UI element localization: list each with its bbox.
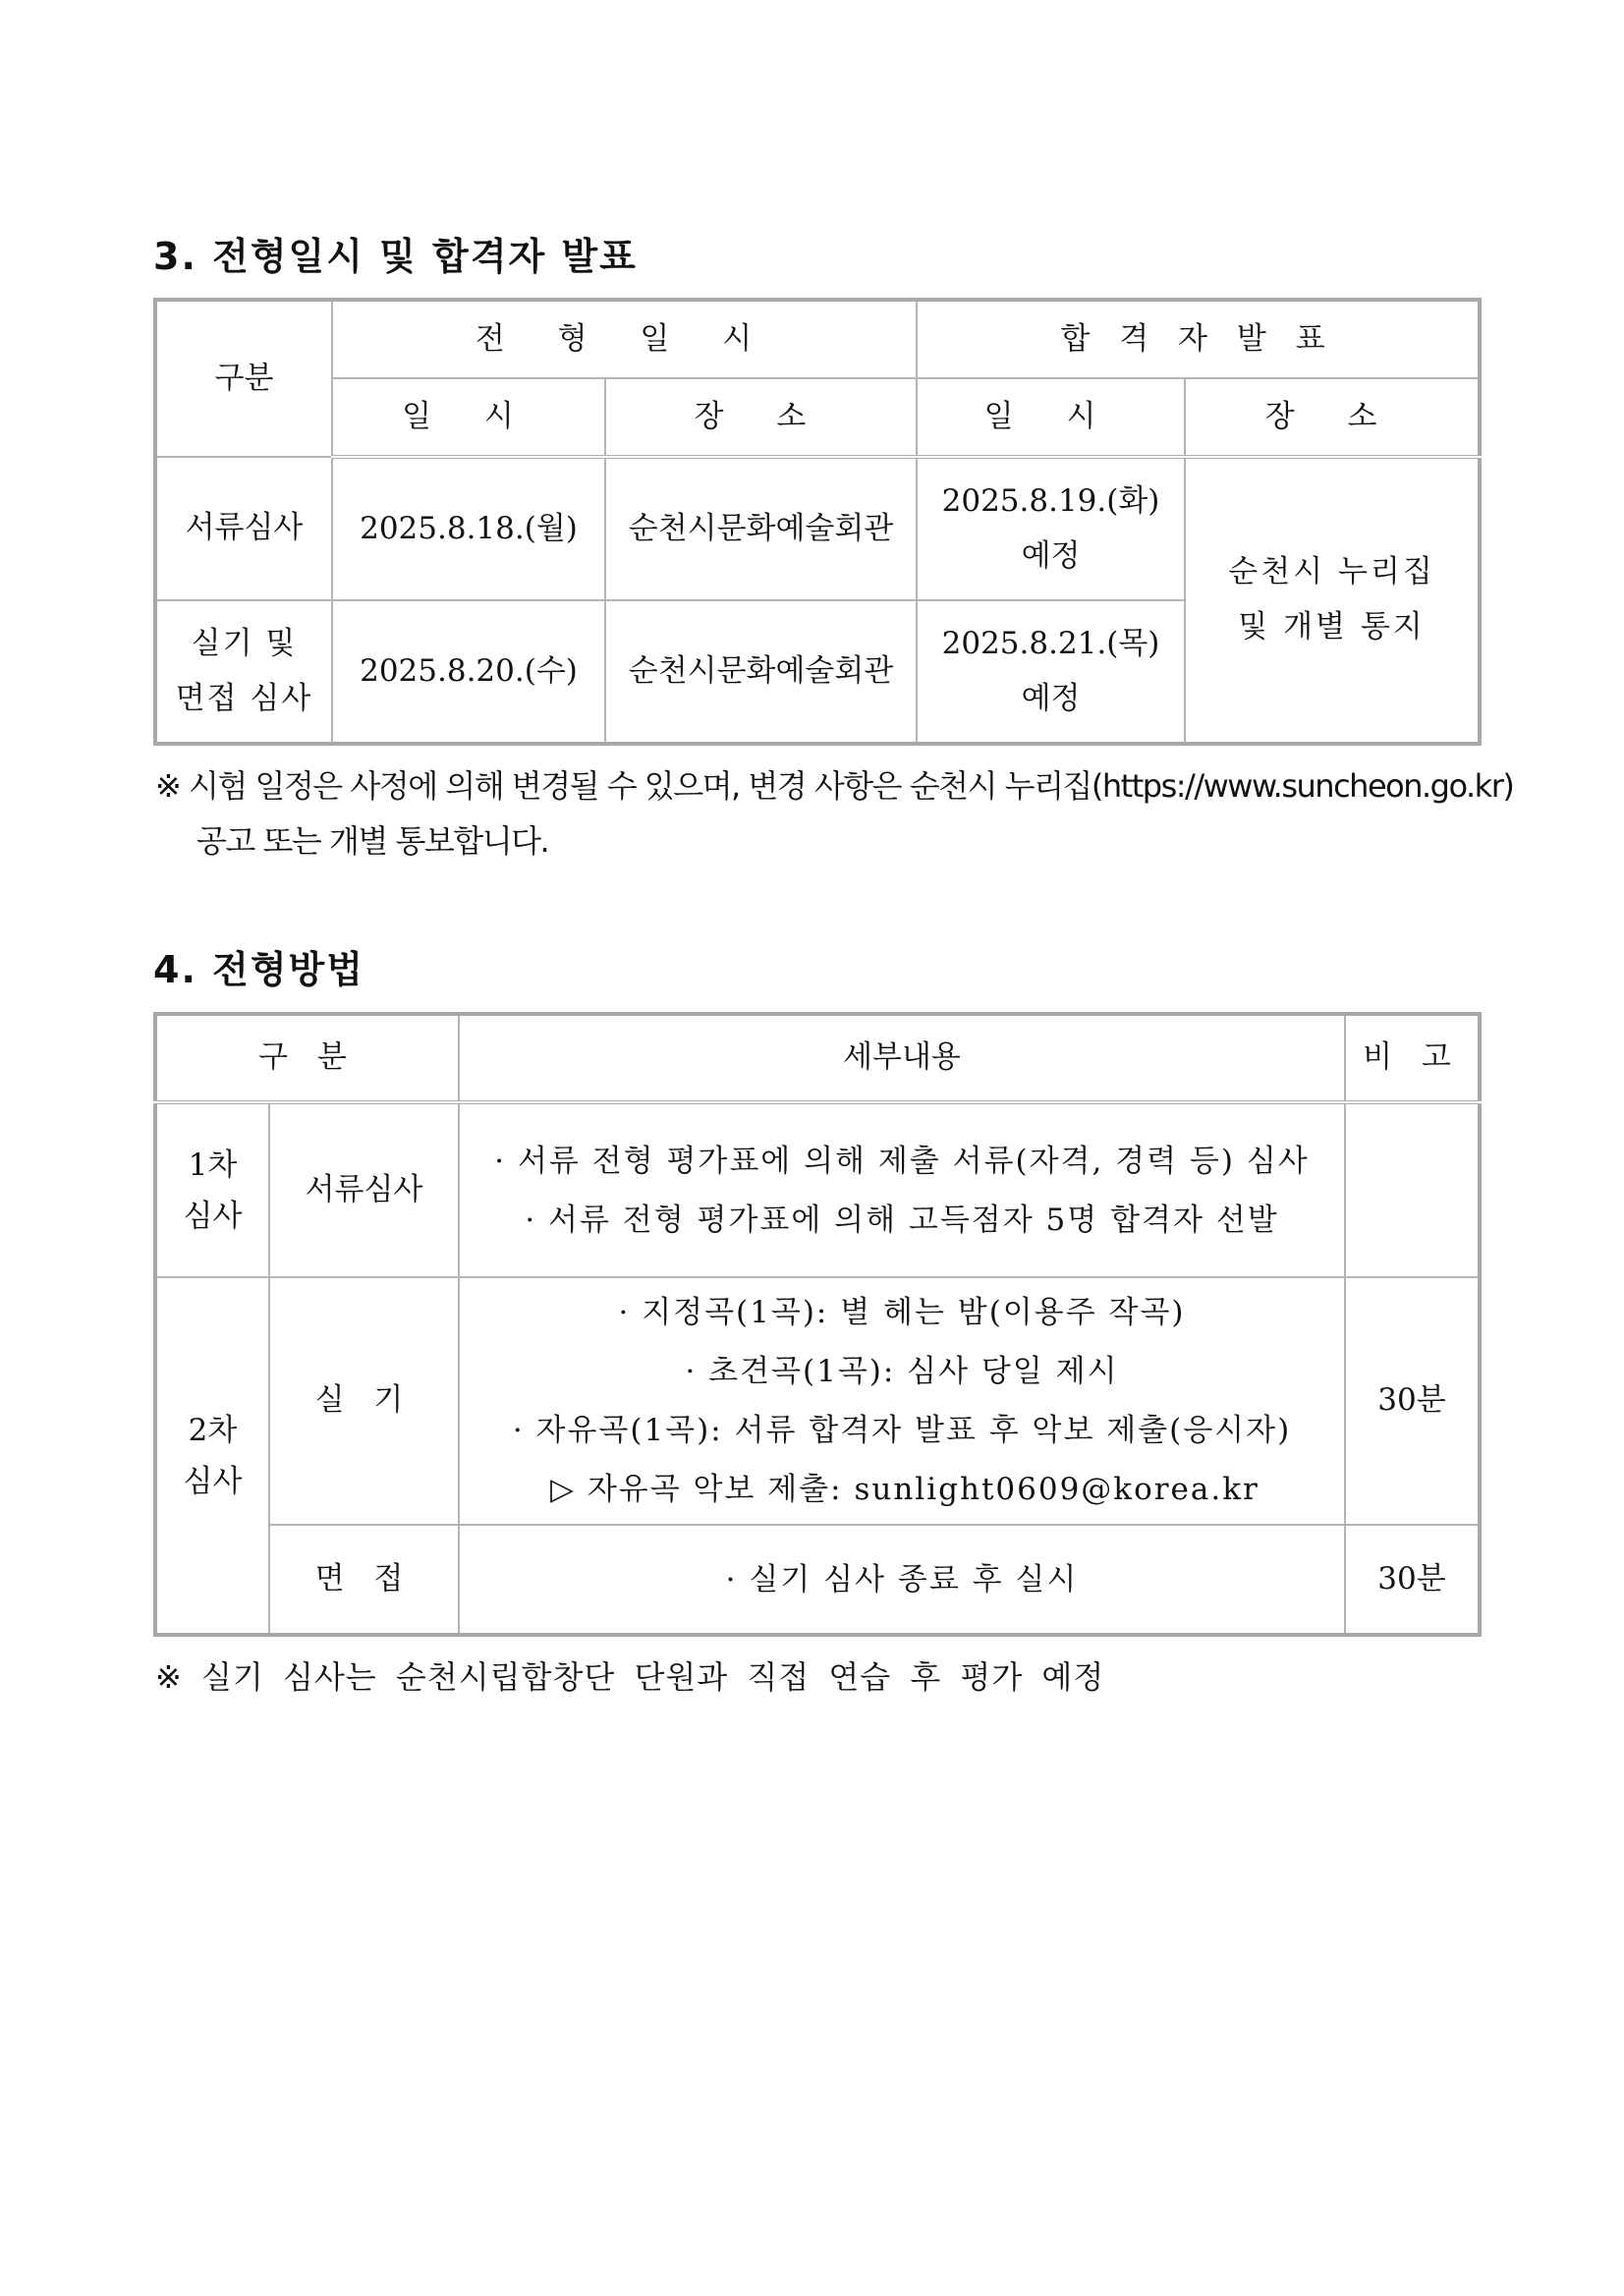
announce-place-line1: 순천시 누리집 — [1228, 554, 1435, 590]
method-note: ※ 실기 심사는 순천시립합창단 단원과 직접 연습 후 평가 예정 — [155, 1658, 1105, 1696]
stage2-label-line1: 2차 — [188, 1412, 238, 1448]
row-exam-date: 2025.8.18.(월) — [332, 457, 605, 600]
detail-line-email: ▷ 자유곡 악보 제출: sunlight0609@korea.kr — [550, 1472, 1260, 1507]
stage1-label — [155, 1102, 269, 1277]
stage2-label-line2: 심사 — [183, 1463, 243, 1499]
interview-type: 면 접 — [269, 1525, 459, 1635]
detail-line: · 서류 전형 평가표에 의해 제출 서류(자격, 경력 등) 심사 — [494, 1143, 1310, 1179]
category-line2: 면접 심사 — [175, 680, 313, 716]
row-category: 서류심사 — [155, 457, 332, 600]
interview-details — [459, 1525, 1345, 1635]
practical-type: 실 기 — [269, 1277, 459, 1525]
row-exam-place: 순천시문화예술회관 — [605, 457, 917, 600]
detail-line: · 지정곡(1곡): 별 헤는 밤(이용주 작곡) — [618, 1295, 1186, 1330]
table-row — [155, 457, 1480, 600]
schedule-subheader-exam-date: 일 시 — [332, 378, 605, 457]
schedule-subheader-announce-date: 일 시 — [917, 378, 1185, 457]
schedule-note-line1: ※ 시험 일정은 사정에 의해 변경될 수 있으며, 변경 사항은 순천시 누리집(https://www.suncheon.go.kr) — [155, 767, 1514, 805]
stage1-type: 서류심사 — [269, 1102, 459, 1277]
schedule-header-announce: 합 격 자 발 표 — [917, 300, 1480, 378]
announce-date-note: 예정 — [1021, 680, 1081, 716]
method-header-detail: 세부내용 — [459, 1014, 1345, 1102]
schedule-subheader-announce-place: 장 소 — [1185, 378, 1480, 457]
stage1-details — [459, 1102, 1345, 1277]
method-header-remark: 비 고 — [1345, 1014, 1480, 1102]
schedule-note-line2: 공고 또는 개별 통보합니다. — [196, 822, 549, 860]
practical-remark: 30분 — [1345, 1277, 1480, 1525]
schedule-header-exam: 전 형 일 시 — [332, 300, 917, 378]
category-line1: 실기 및 — [191, 625, 298, 661]
table-row — [155, 1102, 1480, 1277]
interview-remark: 30분 — [1345, 1525, 1480, 1635]
table-row — [155, 1525, 1480, 1635]
schedule-note — [155, 758, 1513, 868]
table-row — [155, 1277, 1480, 1525]
row-category — [155, 600, 332, 744]
detail-line: · 실기 심사 종료 후 실시 — [725, 1561, 1079, 1597]
method-table — [153, 1012, 1482, 1637]
stage2-label — [155, 1277, 269, 1635]
announce-place — [1185, 457, 1480, 744]
stage1-label-line2: 심사 — [183, 1198, 243, 1234]
schedule-table — [153, 298, 1482, 746]
detail-line: · 초견곡(1곡): 심사 당일 제시 — [685, 1354, 1119, 1389]
detail-line: · 서류 전형 평가표에 의해 고득점자 5명 합격자 선발 — [525, 1202, 1279, 1238]
row-exam-place: 순천시문화예술회관 — [605, 600, 917, 744]
detail-line: · 자유곡(1곡): 서류 합격자 발표 후 악보 제출(응시자) — [512, 1413, 1292, 1448]
announce-date-note: 예정 — [1021, 537, 1081, 574]
announce-date-value: 2025.8.21.(목) — [941, 625, 1160, 661]
row-announce-date — [917, 600, 1185, 744]
section3-heading: 3. 전형일시 및 합격자 발표 — [153, 235, 638, 278]
method-header-category: 구 분 — [155, 1014, 459, 1102]
schedule-subheader-exam-place: 장 소 — [605, 378, 917, 457]
row-exam-date: 2025.8.20.(수) — [332, 600, 605, 744]
announce-date-value: 2025.8.19.(화) — [941, 482, 1160, 519]
practical-details — [459, 1277, 1345, 1525]
stage1-remark — [1345, 1102, 1480, 1277]
row-announce-date — [917, 457, 1185, 600]
section4-heading: 4. 전형방법 — [153, 948, 364, 991]
schedule-header-category: 구분 — [155, 300, 332, 457]
announce-place-line2: 및 개별 통지 — [1238, 609, 1426, 644]
stage1-label-line1: 1차 — [188, 1147, 238, 1183]
